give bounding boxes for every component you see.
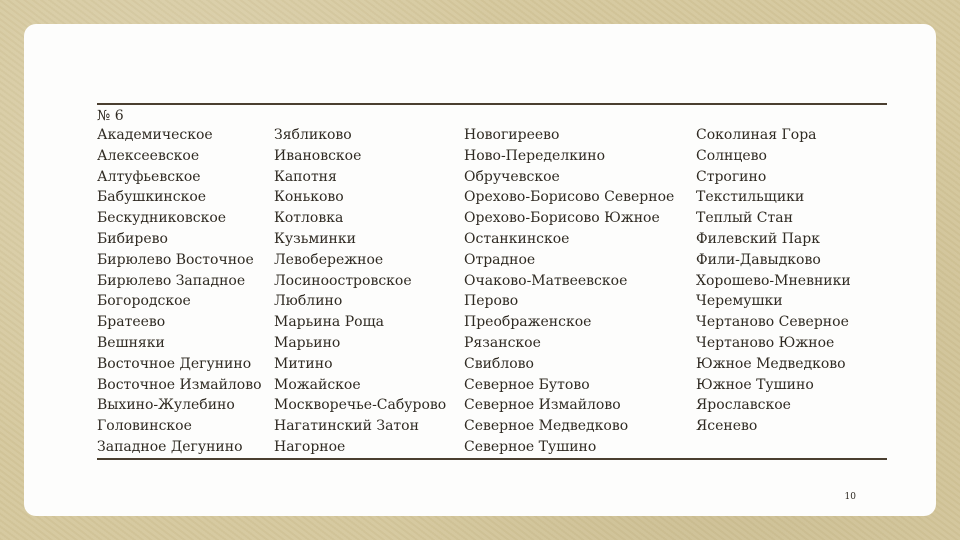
district-name: Обручевское — [464, 168, 560, 185]
district-name: Филевский Парк — [696, 230, 820, 247]
district-name: Орехово-Борисово Северное — [464, 189, 675, 206]
district-name: Бескудниковское — [97, 210, 227, 227]
district-name: Бибирево — [97, 230, 168, 247]
district-name: Северное Измайлово — [464, 397, 621, 414]
district-name: Орехово-Борисово Южное — [464, 210, 660, 227]
district-name: Хорошево-Мневники — [696, 272, 851, 289]
top-rule — [97, 103, 887, 105]
district-name: Нагатинский Затон — [274, 418, 419, 435]
district-name: Свиблово — [464, 355, 534, 372]
district-name: Очаково-Матвеевское — [464, 272, 628, 289]
district-name: Ново-Переделкино — [464, 147, 606, 164]
district-name: Солнцево — [696, 147, 767, 164]
district-name: Бирюлево Восточное — [97, 251, 254, 268]
district-name: Котловка — [274, 210, 344, 227]
district-name: Рязанское — [464, 334, 541, 351]
district-name: Ярославское — [696, 397, 791, 414]
district-name: Южное Тушино — [696, 376, 814, 393]
district-name: Марьино — [274, 334, 341, 351]
district-name: Кузьминки — [274, 230, 356, 247]
district-name: Останкинское — [464, 230, 570, 247]
district-name: Черемушки — [696, 293, 783, 310]
district-name: Богородское — [97, 293, 191, 310]
district-name: Восточное Измайлово — [97, 376, 262, 393]
district-name: Новогиреево — [464, 127, 560, 143]
district-name: Ясенево — [696, 418, 758, 435]
district-name: Южное Медведково — [696, 355, 846, 372]
district-name: Нагорное — [274, 438, 346, 455]
district-name: Отрадное — [464, 251, 536, 268]
district-column-4 — [696, 125, 851, 437]
bottom-rule — [97, 458, 887, 460]
district-column-2 — [274, 125, 446, 458]
district-name: Теплый Стан — [696, 210, 793, 227]
district-name: Братеево — [97, 314, 166, 331]
district-name: Соколиная Гора — [696, 127, 817, 143]
district-name: Алтуфьевское — [97, 168, 201, 185]
district-name: Строгино — [696, 168, 767, 185]
district-name: Северное Медведково — [464, 418, 629, 435]
district-name: Бирюлево Западное — [97, 272, 246, 289]
district-name: Головинское — [97, 418, 192, 435]
district-name: Выхино-Жулебино — [97, 397, 235, 414]
district-name: Марьина Роща — [274, 314, 384, 331]
district-name: Чертаново Северное — [696, 314, 849, 331]
district-name: Западное Дегунино — [97, 438, 243, 455]
district-name: Коньково — [274, 189, 344, 206]
slide-heading: № 6 — [97, 108, 124, 124]
district-name: Капотня — [274, 168, 337, 185]
district-name: Алексеевское — [97, 147, 200, 164]
district-name: Вешняки — [97, 334, 165, 351]
district-column-1 — [97, 125, 262, 458]
district-name: Северное Тушино — [464, 438, 597, 455]
district-name: Лосиноостровское — [274, 272, 412, 289]
district-name: Северное Бутово — [464, 376, 590, 393]
district-name: Москворечье-Сабурово — [274, 397, 447, 414]
district-name: Преображенское — [464, 314, 592, 331]
district-name: Академическое — [97, 127, 213, 143]
district-name: Перово — [464, 293, 519, 310]
district-name: Люблино — [274, 293, 343, 310]
district-name: Митино — [274, 355, 333, 372]
page-number: 10 — [844, 492, 856, 502]
district-column-3 — [464, 125, 674, 458]
district-name: Бабушкинское — [97, 189, 207, 206]
district-name: Ивановское — [274, 147, 362, 164]
district-name: Чертаново Южное — [696, 334, 835, 351]
slide-card — [24, 24, 936, 516]
district-name: Левобережное — [274, 251, 384, 268]
district-name: Восточное Дегунино — [97, 355, 252, 372]
district-name: Фили-Давыдково — [696, 251, 821, 268]
district-name: Зябликово — [274, 127, 352, 143]
district-name: Можайское — [274, 376, 361, 393]
district-name: Текстильщики — [696, 189, 805, 206]
